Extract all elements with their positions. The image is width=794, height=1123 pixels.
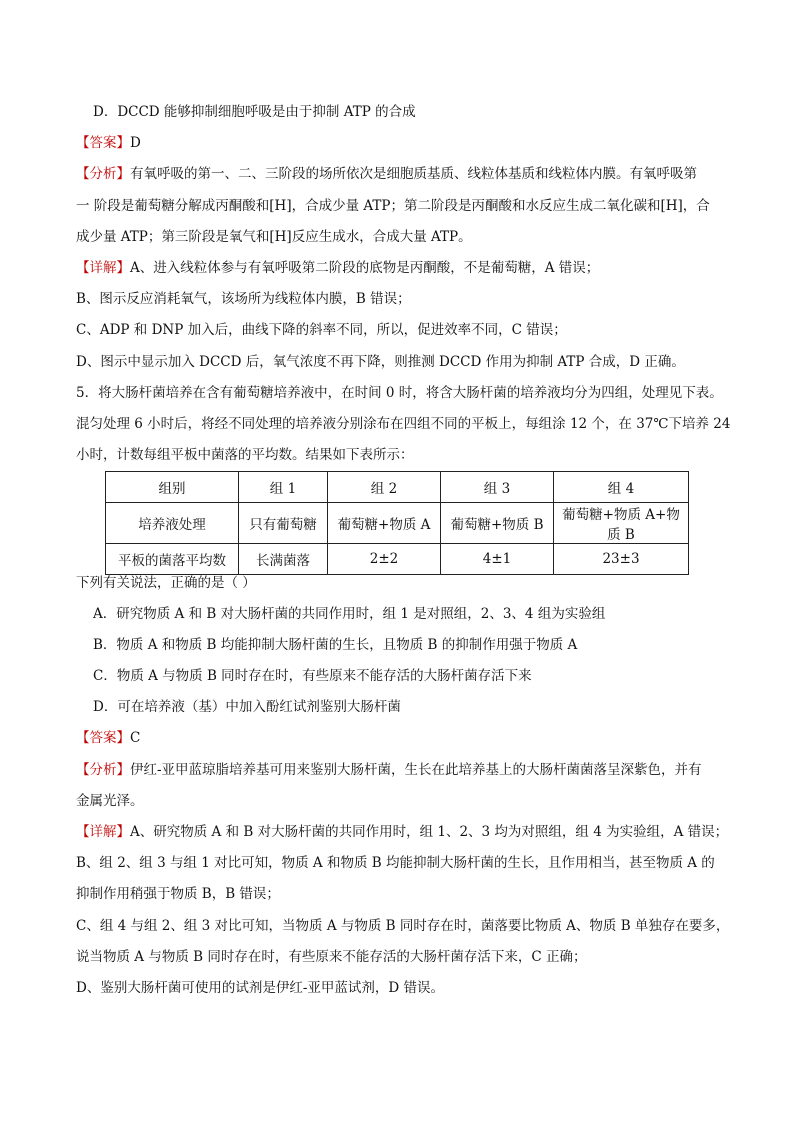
- detail-tag: 【详解】: [76, 260, 130, 276]
- results-table: [105, 471, 689, 575]
- option-a: A．研究物质 A 和 B 对大肠杆菌的共同作用时，组 1 是对照组，2、3、4 组为实验组: [93, 606, 606, 622]
- option-d-prev: D．DCCD 能够抑制细胞呼吸是由于抑制 ATP 的合成: [93, 104, 416, 120]
- table-row: [106, 503, 689, 544]
- analysis-2-line-2: 金属光泽。: [76, 793, 144, 809]
- table-cell: 2±2: [328, 544, 441, 575]
- answer-tag: 【答案】: [76, 730, 130, 746]
- analysis-tag: 【分析】: [76, 166, 130, 182]
- answer-tag: 【答案】: [76, 135, 130, 151]
- question-5-line-2: 混匀处理 6 小时后，将经不同处理的培养液分别涂布在四组不同的平板上，每组涂 12 个，在 37℃下培养 24: [76, 416, 731, 432]
- table-cell: 平板的菌落平均数: [106, 544, 239, 575]
- answer-2: [76, 728, 726, 748]
- table-cell: 葡萄糖+物质 A+物质 B: [554, 503, 689, 544]
- detail-1-line-1: [76, 258, 726, 278]
- detail-2-line-5: 说当物质 A 与物质 B 同时存在时，有些原来不能存活的大肠杆菌存活下来，C 正确；: [76, 949, 587, 965]
- analysis-2-line-1: [76, 760, 726, 780]
- detail-2-line-3: 抑制作用稍强于物质 B，B 错误；: [76, 886, 280, 902]
- detail-2-line-1: [76, 822, 729, 842]
- question-5-prompt: 下列有关说法，正确的是（ ）: [76, 575, 256, 591]
- analysis-text: 伊红-亚甲蓝琼脂培养基可用来鉴别大肠杆菌，生长在此培养基上的大肠杆菌菌落呈深紫色，并有: [130, 762, 702, 778]
- table-cell: 组 2: [328, 472, 441, 503]
- option-b: B．物质 A 和物质 B 均能抑制大肠杆菌的生长，且物质 B 的抑制作用强于物质 A: [93, 637, 578, 653]
- table-cell: 只有葡萄糖: [239, 503, 328, 544]
- analysis-1-line-2: 一 阶段是葡萄糖分解成丙酮酸和[H]，合成少量 ATP；第二阶段是丙酮酸和水反应生成二氧化碳和[H]，合: [76, 198, 710, 214]
- table-row: [106, 544, 689, 575]
- table-cell: 葡萄糖+物质 A: [328, 503, 441, 544]
- detail-tag: 【详解】: [76, 824, 130, 840]
- table-cell: 组 3: [441, 472, 554, 503]
- detail-1-line-4: D、图示中显示加入 DCCD 后，氧气浓度不再下降，则推测 DCCD 作用为抑制 ATP 合成，D 正确。: [76, 354, 685, 370]
- table-cell: 23±3: [554, 544, 689, 575]
- table-cell: 4±1: [441, 544, 554, 575]
- table-cell: 组 1: [239, 472, 328, 503]
- table-cell: 组别: [106, 472, 239, 503]
- analysis-1-line-1: [76, 164, 726, 184]
- detail-1-line-2: B、图示反应消耗氧气，该场所为线粒体内膜，B 错误；: [76, 291, 411, 307]
- option-c: C．物质 A 与物质 B 同时存在时，有些原来不能存活的大肠杆菌存活下来: [93, 668, 532, 684]
- analysis-1-line-3: 成少量 ATP；第三阶段是氧气和[H]反应生成水，合成大量 ATP。: [76, 229, 472, 245]
- detail-text: A、研究物质 A 和 B 对大肠杆菌的共同作用时，组 1、2、3 均为对照组，组 4 为实验组，A 错误；: [130, 824, 729, 840]
- table-row: [106, 472, 689, 503]
- table-cell: 组 4: [554, 472, 689, 503]
- question-5-line-1: 5．将大肠杆菌培养在含有葡萄糖培养液中，在时间 0 时，将含大肠杆菌的培养液均分为四组，处理见下表。: [76, 385, 723, 401]
- question-5-line-3: 小时，计数每组平板中菌落的平均数。结果如下表所示：: [76, 447, 414, 463]
- analysis-text: 有氧呼吸的第一、二、三阶段的场所依次是细胞质基质、线粒体基质和线粒体内膜。有氧呼吸第: [130, 166, 697, 182]
- table-cell: 长满菌落: [239, 544, 328, 575]
- answer-1: [76, 133, 726, 153]
- answer-value: D: [130, 135, 141, 151]
- table-cell: 培养液处理: [106, 503, 239, 544]
- detail-1-line-3: C、ADP 和 DNP 加入后，曲线下降的斜率不同，所以，促进效率不同，C 错误；: [76, 322, 567, 338]
- table-cell: 葡萄糖+物质 B: [441, 503, 554, 544]
- analysis-tag: 【分析】: [76, 762, 130, 778]
- detail-2-line-4: C、组 4 与组 2、组 3 对比可知，当物质 A 与物质 B 同时存在时，菌落要比物质 A、物质 B 单独存在要多，: [76, 918, 730, 934]
- detail-text: A、进入线粒体参与有氧呼吸第二阶段的底物是丙酮酸，不是葡萄糖，A 错误；: [130, 260, 600, 276]
- answer-value: C: [130, 730, 141, 746]
- detail-2-line-6: D、鉴别大肠杆菌可使用的试剂是伊红-亚甲蓝试剂，D 错误。: [76, 980, 444, 996]
- option-d: D．可在培养液（基）中加入酚红试剂鉴别大肠杆菌: [93, 699, 401, 715]
- detail-2-line-2: B、组 2、组 3 与组 1 对比可知，物质 A 和物质 B 均能抑制大肠杆菌的生长，且作用相当，甚至物质 A 的: [76, 855, 715, 871]
